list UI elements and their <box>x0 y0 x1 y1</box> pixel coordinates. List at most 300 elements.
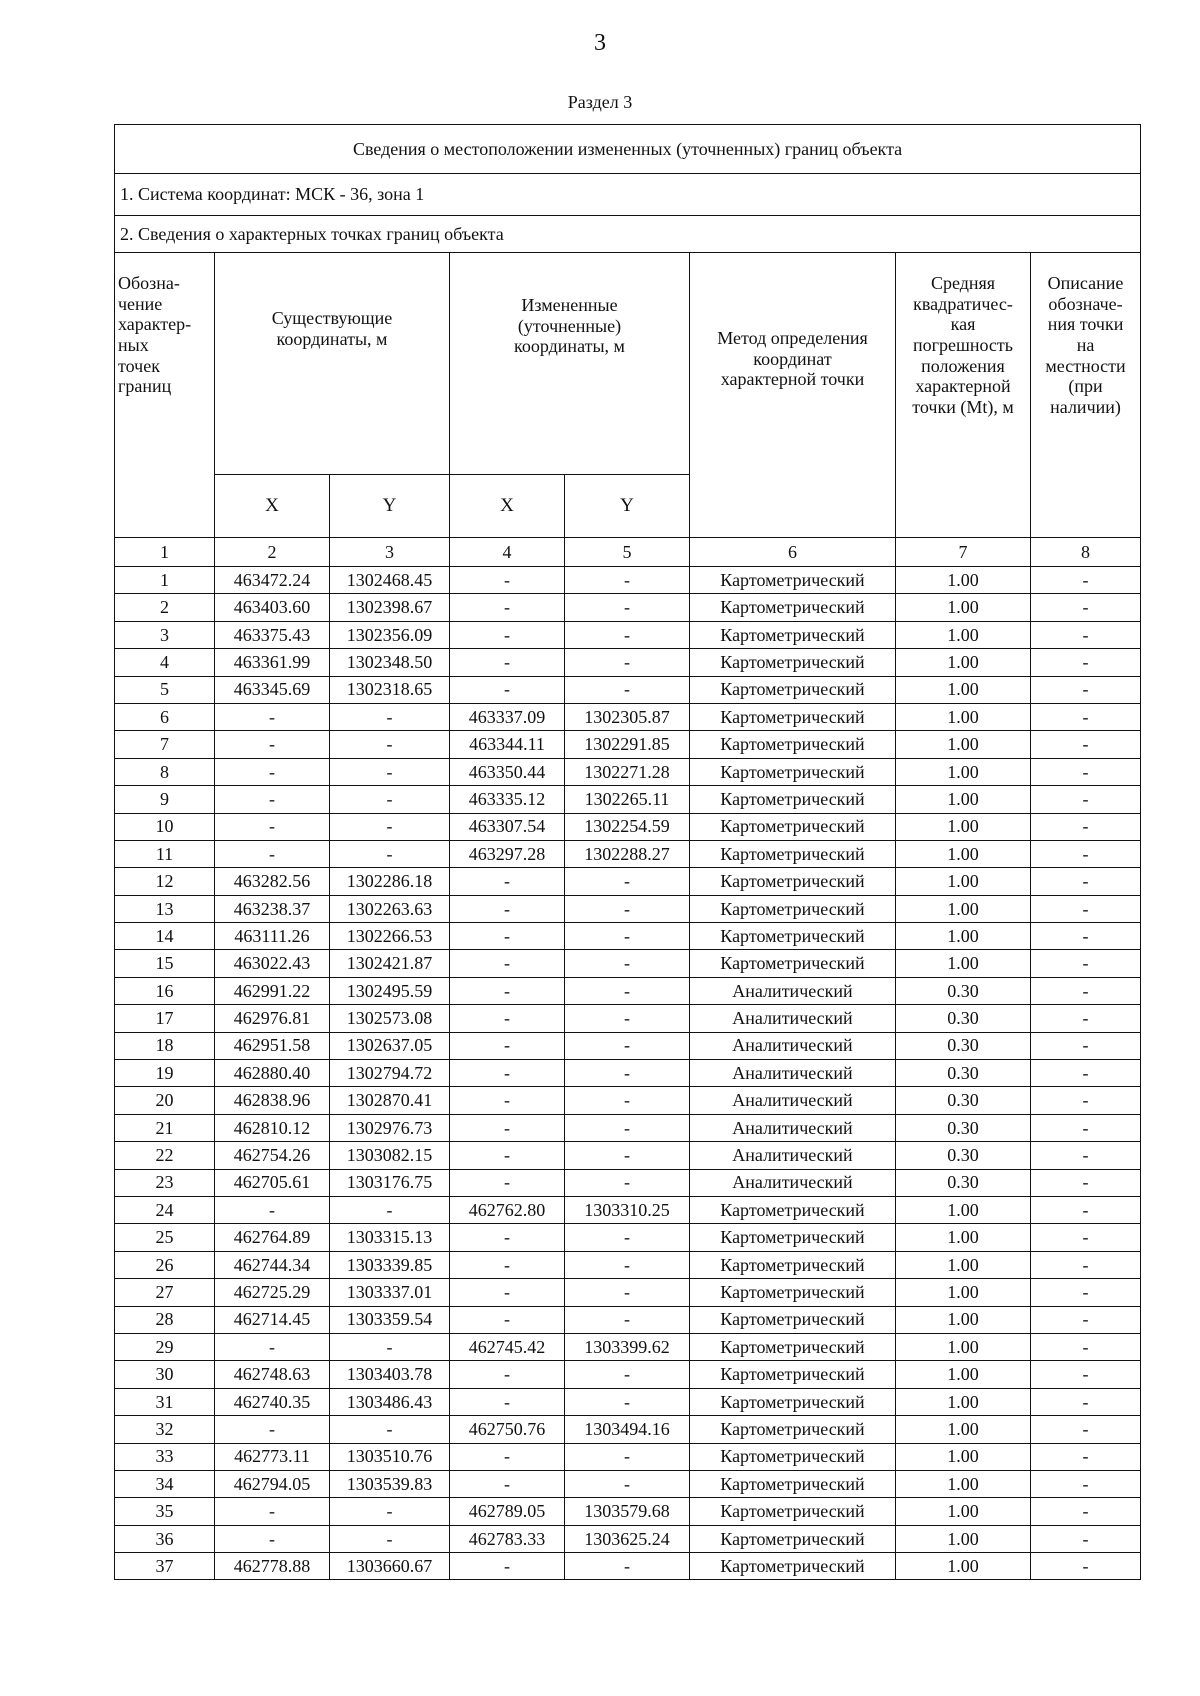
method-cell: Аналитический <box>690 1060 896 1087</box>
description-cell: - <box>1031 1498 1141 1525</box>
changed-y-cell: 1303399.62 <box>565 1333 690 1360</box>
table-row <box>115 923 1141 950</box>
point-number-cell: 2 <box>115 594 215 621</box>
changed-x-cell: - <box>450 977 565 1004</box>
table-row <box>115 703 1141 730</box>
method-cell: Картометрический <box>690 676 896 703</box>
mean-error-cell: 0.30 <box>896 977 1031 1004</box>
changed-y-cell: - <box>565 1361 690 1388</box>
existing-y-cell: 1303339.85 <box>330 1251 450 1278</box>
table-row <box>115 840 1141 867</box>
existing-x-cell: 463472.24 <box>215 567 330 594</box>
points-caption: 2. Сведения о характерных точках границ объекта <box>115 216 1141 253</box>
changed-y-cell: - <box>565 1470 690 1497</box>
changed-y-cell: - <box>565 1388 690 1415</box>
method-cell: Картометрический <box>690 1306 896 1333</box>
existing-x-cell: 463111.26 <box>215 923 330 950</box>
mean-error-cell: 1.00 <box>896 1333 1031 1360</box>
mean-error-cell: 0.30 <box>896 1114 1031 1141</box>
description-cell: - <box>1031 895 1141 922</box>
changed-y-cell: - <box>565 1060 690 1087</box>
changed-y-cell: 1303579.68 <box>565 1498 690 1525</box>
table-row <box>115 786 1141 813</box>
changed-x-cell: - <box>450 621 565 648</box>
point-number-cell: 23 <box>115 1169 215 1196</box>
method-cell: Картометрический <box>690 868 896 895</box>
changed-x-cell: - <box>450 1470 565 1497</box>
changed-x-cell: 463297.28 <box>450 840 565 867</box>
point-number-cell: 29 <box>115 1333 215 1360</box>
existing-y-cell: - <box>330 1416 450 1443</box>
existing-y-cell: - <box>330 813 450 840</box>
existing-x-cell: 463375.43 <box>215 621 330 648</box>
point-number-cell: 5 <box>115 676 215 703</box>
method-cell: Картометрический <box>690 1525 896 1552</box>
description-cell: - <box>1031 1169 1141 1196</box>
changed-y-cell: - <box>565 649 690 676</box>
point-number-cell: 36 <box>115 1525 215 1552</box>
existing-y-cell: 1302421.87 <box>330 950 450 977</box>
changed-y-cell: 1302288.27 <box>565 840 690 867</box>
changed-x-cell: - <box>450 1361 565 1388</box>
method-cell: Картометрический <box>690 1443 896 1470</box>
mean-error-cell: 0.30 <box>896 1087 1031 1114</box>
changed-x-cell: - <box>450 567 565 594</box>
existing-x-cell: - <box>215 1525 330 1552</box>
point-number-cell: 26 <box>115 1251 215 1278</box>
table-row <box>115 1306 1141 1333</box>
description-cell: - <box>1031 758 1141 785</box>
existing-y-cell: 1302495.59 <box>330 977 450 1004</box>
changed-x-cell: - <box>450 1005 565 1032</box>
description-cell: - <box>1031 621 1141 648</box>
changed-y-cell: 1302271.28 <box>565 758 690 785</box>
method-cell: Картометрический <box>690 621 896 648</box>
existing-x-cell: 462764.89 <box>215 1224 330 1251</box>
changed-y-cell: - <box>565 1169 690 1196</box>
method-cell: Аналитический <box>690 1114 896 1141</box>
changed-x-cell: - <box>450 676 565 703</box>
changed-x-cell: 463344.11 <box>450 731 565 758</box>
mean-error-cell: 1.00 <box>896 567 1031 594</box>
existing-x-cell: - <box>215 786 330 813</box>
changed-x-cell: - <box>450 1087 565 1114</box>
description-cell: - <box>1031 786 1141 813</box>
changed-x-cell: - <box>450 1169 565 1196</box>
existing-y-cell: 1303337.01 <box>330 1279 450 1306</box>
table-row <box>115 1060 1141 1087</box>
mean-error-cell: 1.00 <box>896 1553 1031 1580</box>
existing-y-cell: 1303359.54 <box>330 1306 450 1333</box>
existing-x-cell: - <box>215 1196 330 1223</box>
mean-error-cell: 1.00 <box>896 895 1031 922</box>
description-cell: - <box>1031 1525 1141 1552</box>
changed-x-cell: 462789.05 <box>450 1498 565 1525</box>
column-number: 8 <box>1031 538 1141 567</box>
point-number-cell: 14 <box>115 923 215 950</box>
table-row <box>115 977 1141 1004</box>
point-number-cell: 15 <box>115 950 215 977</box>
method-cell: Картометрический <box>690 1388 896 1415</box>
changed-x-cell: - <box>450 923 565 950</box>
changed-y-cell: 1303310.25 <box>565 1196 690 1223</box>
method-cell: Аналитический <box>690 977 896 1004</box>
table-row <box>115 649 1141 676</box>
description-cell: - <box>1031 1333 1141 1360</box>
mean-error-cell: 1.00 <box>896 840 1031 867</box>
changed-y-cell: 1303494.16 <box>565 1416 690 1443</box>
description-cell: - <box>1031 1114 1141 1141</box>
mean-error-cell: 1.00 <box>896 923 1031 950</box>
header-changed-x: X <box>450 475 565 538</box>
description-cell: - <box>1031 1416 1141 1443</box>
mean-error-cell: 0.30 <box>896 1060 1031 1087</box>
point-number-cell: 33 <box>115 1443 215 1470</box>
mean-error-cell: 1.00 <box>896 813 1031 840</box>
changed-y-cell: - <box>565 1306 690 1333</box>
existing-x-cell: - <box>215 703 330 730</box>
section-label: Раздел 3 <box>567 92 633 112</box>
description-cell: - <box>1031 1251 1141 1278</box>
point-number-cell: 9 <box>115 786 215 813</box>
existing-y-cell: - <box>330 731 450 758</box>
mean-error-cell: 1.00 <box>896 758 1031 785</box>
method-cell: Картометрический <box>690 703 896 730</box>
existing-y-cell: 1302870.41 <box>330 1087 450 1114</box>
mean-error-cell: 1.00 <box>896 676 1031 703</box>
header-mean-error: Средняя квадратичес- кая погрешность положения характерной точки (Mt), м <box>896 253 1031 538</box>
method-cell: Картометрический <box>690 923 896 950</box>
table-title: Сведения о местоположении измененных (уточненных) границ объекта <box>115 125 1141 174</box>
existing-y-cell: 1302573.08 <box>330 1005 450 1032</box>
mean-error-cell: 1.00 <box>896 1279 1031 1306</box>
column-number: 5 <box>565 538 690 567</box>
changed-x-cell: - <box>450 1388 565 1415</box>
table-row <box>115 731 1141 758</box>
existing-y-cell: - <box>330 1498 450 1525</box>
description-cell: - <box>1031 813 1141 840</box>
mean-error-cell: 1.00 <box>896 621 1031 648</box>
changed-x-cell: 462745.42 <box>450 1333 565 1360</box>
changed-x-cell: - <box>450 1553 565 1580</box>
table-row <box>115 1087 1141 1114</box>
changed-y-cell: - <box>565 895 690 922</box>
existing-y-cell: - <box>330 758 450 785</box>
mean-error-cell: 1.00 <box>896 731 1031 758</box>
existing-x-cell: 462773.11 <box>215 1443 330 1470</box>
table-row <box>115 621 1141 648</box>
point-number-cell: 24 <box>115 1196 215 1223</box>
changed-y-cell: 1302305.87 <box>565 703 690 730</box>
point-number-cell: 21 <box>115 1114 215 1141</box>
description-cell: - <box>1031 1224 1141 1251</box>
existing-x-cell: 462951.58 <box>215 1032 330 1059</box>
changed-y-cell: 1303625.24 <box>565 1525 690 1552</box>
method-cell: Картометрический <box>690 1224 896 1251</box>
changed-y-cell: - <box>565 1279 690 1306</box>
existing-x-cell: 462991.22 <box>215 977 330 1004</box>
method-cell: Картометрический <box>690 1553 896 1580</box>
table-row <box>115 758 1141 785</box>
changed-x-cell: - <box>450 1060 565 1087</box>
existing-x-cell: 462976.81 <box>215 1005 330 1032</box>
table-row <box>115 1169 1141 1196</box>
existing-x-cell: - <box>215 731 330 758</box>
mean-error-cell: 1.00 <box>896 868 1031 895</box>
description-cell: - <box>1031 1060 1141 1087</box>
table-row <box>115 1114 1141 1141</box>
point-number-cell: 22 <box>115 1142 215 1169</box>
existing-x-cell: 463022.43 <box>215 950 330 977</box>
existing-y-cell: 1302348.50 <box>330 649 450 676</box>
method-cell: Картометрический <box>690 1498 896 1525</box>
changed-x-cell: 463307.54 <box>450 813 565 840</box>
changed-y-cell: - <box>565 1032 690 1059</box>
existing-x-cell: - <box>215 1333 330 1360</box>
existing-y-cell: 1302286.18 <box>330 868 450 895</box>
point-number-cell: 7 <box>115 731 215 758</box>
table-row <box>115 1251 1141 1278</box>
changed-y-cell: - <box>565 923 690 950</box>
mean-error-cell: 1.00 <box>896 1361 1031 1388</box>
changed-y-cell: - <box>565 676 690 703</box>
existing-x-cell: - <box>215 758 330 785</box>
table-row <box>115 1470 1141 1497</box>
column-number: 3 <box>330 538 450 567</box>
existing-y-cell: - <box>330 703 450 730</box>
existing-y-cell: 1303403.78 <box>330 1361 450 1388</box>
point-number-cell: 30 <box>115 1361 215 1388</box>
description-cell: - <box>1031 1279 1141 1306</box>
page-number: 3 <box>594 30 606 56</box>
changed-y-cell: - <box>565 1142 690 1169</box>
existing-y-cell: 1303539.83 <box>330 1470 450 1497</box>
existing-y-cell: - <box>330 1333 450 1360</box>
existing-y-cell: 1303486.43 <box>330 1388 450 1415</box>
point-number-cell: 8 <box>115 758 215 785</box>
header-existing-y: Y <box>330 475 450 538</box>
table-row <box>115 1388 1141 1415</box>
mean-error-cell: 1.00 <box>896 1470 1031 1497</box>
coordinate-system: 1. Система координат: МСК - 36, зона 1 <box>115 174 1141 216</box>
table-row <box>115 1142 1141 1169</box>
existing-x-cell: 462810.12 <box>215 1114 330 1141</box>
description-cell: - <box>1031 703 1141 730</box>
description-cell: - <box>1031 1005 1141 1032</box>
table-row <box>115 594 1141 621</box>
existing-x-cell: 463238.37 <box>215 895 330 922</box>
method-cell: Картометрический <box>690 1470 896 1497</box>
method-cell: Картометрический <box>690 731 896 758</box>
header-existing-x: X <box>215 475 330 538</box>
point-number-cell: 27 <box>115 1279 215 1306</box>
existing-x-cell: 462754.26 <box>215 1142 330 1169</box>
existing-x-cell: 462740.35 <box>215 1388 330 1415</box>
table-row <box>115 868 1141 895</box>
changed-x-cell: - <box>450 1251 565 1278</box>
point-number-cell: 1 <box>115 567 215 594</box>
existing-y-cell: 1303315.13 <box>330 1224 450 1251</box>
method-cell: Аналитический <box>690 1169 896 1196</box>
changed-x-cell: - <box>450 950 565 977</box>
mean-error-cell: 1.00 <box>896 1443 1031 1470</box>
description-cell: - <box>1031 1306 1141 1333</box>
point-number-cell: 17 <box>115 1005 215 1032</box>
changed-x-cell: - <box>450 895 565 922</box>
header-method: Метод определения координат характерной точки <box>690 253 896 538</box>
existing-x-cell: 463345.69 <box>215 676 330 703</box>
existing-x-cell: 462880.40 <box>215 1060 330 1087</box>
changed-y-cell: - <box>565 1087 690 1114</box>
changed-y-cell: 1302291.85 <box>565 731 690 758</box>
changed-y-cell: 1302265.11 <box>565 786 690 813</box>
mean-error-cell: 0.30 <box>896 1005 1031 1032</box>
changed-y-cell: - <box>565 977 690 1004</box>
existing-x-cell: 462838.96 <box>215 1087 330 1114</box>
point-number-cell: 10 <box>115 813 215 840</box>
existing-y-cell: 1302794.72 <box>330 1060 450 1087</box>
description-cell: - <box>1031 594 1141 621</box>
description-cell: - <box>1031 1142 1141 1169</box>
table-row <box>115 1416 1141 1443</box>
table-row <box>115 813 1141 840</box>
changed-x-cell: - <box>450 1032 565 1059</box>
point-number-cell: 4 <box>115 649 215 676</box>
header-description: Описание обозначе- ния точки на местности (при наличии) <box>1031 253 1141 538</box>
description-cell: - <box>1031 1470 1141 1497</box>
mean-error-cell: 1.00 <box>896 1306 1031 1333</box>
existing-x-cell: 462748.63 <box>215 1361 330 1388</box>
description-cell: - <box>1031 731 1141 758</box>
mean-error-cell: 0.30 <box>896 1032 1031 1059</box>
changed-y-cell: - <box>565 868 690 895</box>
existing-x-cell: 463403.60 <box>215 594 330 621</box>
existing-x-cell: - <box>215 840 330 867</box>
point-number-cell: 35 <box>115 1498 215 1525</box>
existing-y-cell: 1302263.63 <box>330 895 450 922</box>
column-number: 4 <box>450 538 565 567</box>
changed-x-cell: - <box>450 594 565 621</box>
table-row <box>115 1553 1141 1580</box>
table-row <box>115 1333 1141 1360</box>
existing-y-cell: 1302266.53 <box>330 923 450 950</box>
changed-y-cell: - <box>565 621 690 648</box>
table-row <box>115 676 1141 703</box>
method-cell: Картометрический <box>690 950 896 977</box>
changed-x-cell: 463350.44 <box>450 758 565 785</box>
method-cell: Картометрический <box>690 895 896 922</box>
existing-y-cell: 1302468.45 <box>330 567 450 594</box>
table-row <box>115 567 1141 594</box>
point-number-cell: 28 <box>115 1306 215 1333</box>
mean-error-cell: 1.00 <box>896 786 1031 813</box>
mean-error-cell: 1.00 <box>896 1224 1031 1251</box>
description-cell: - <box>1031 950 1141 977</box>
mean-error-cell: 1.00 <box>896 1498 1031 1525</box>
existing-x-cell: 462744.34 <box>215 1251 330 1278</box>
method-cell: Картометрический <box>690 594 896 621</box>
table-row <box>115 950 1141 977</box>
changed-x-cell: 462762.80 <box>450 1196 565 1223</box>
existing-y-cell: 1302318.65 <box>330 676 450 703</box>
column-number: 2 <box>215 538 330 567</box>
table-row <box>115 1224 1141 1251</box>
table-row <box>115 1032 1141 1059</box>
existing-y-cell: 1302976.73 <box>330 1114 450 1141</box>
mean-error-cell: 1.00 <box>896 1251 1031 1278</box>
mean-error-cell: 1.00 <box>896 1388 1031 1415</box>
description-cell: - <box>1031 977 1141 1004</box>
column-number: 6 <box>690 538 896 567</box>
description-cell: - <box>1031 1032 1141 1059</box>
existing-y-cell: - <box>330 786 450 813</box>
method-cell: Аналитический <box>690 1087 896 1114</box>
method-cell: Картометрический <box>690 1333 896 1360</box>
existing-y-cell: 1303660.67 <box>330 1553 450 1580</box>
point-number-cell: 31 <box>115 1388 215 1415</box>
existing-x-cell: - <box>215 813 330 840</box>
existing-y-cell: - <box>330 840 450 867</box>
table-row <box>115 895 1141 922</box>
existing-x-cell: 462778.88 <box>215 1553 330 1580</box>
mean-error-cell: 1.00 <box>896 703 1031 730</box>
mean-error-cell: 1.00 <box>896 649 1031 676</box>
description-cell: - <box>1031 1443 1141 1470</box>
table-row <box>115 1443 1141 1470</box>
method-cell: Картометрический <box>690 1361 896 1388</box>
changed-x-cell: - <box>450 1142 565 1169</box>
table-row <box>115 1498 1141 1525</box>
description-cell: - <box>1031 1087 1141 1114</box>
mean-error-cell: 1.00 <box>896 1525 1031 1552</box>
existing-y-cell: 1303176.75 <box>330 1169 450 1196</box>
method-cell: Картометрический <box>690 1196 896 1223</box>
changed-x-cell: 462750.76 <box>450 1416 565 1443</box>
existing-x-cell: - <box>215 1498 330 1525</box>
boundary-points-table <box>114 124 1141 1580</box>
header-changed-y: Y <box>565 475 690 538</box>
existing-x-cell: 462794.05 <box>215 1470 330 1497</box>
point-number-cell: 20 <box>115 1087 215 1114</box>
existing-x-cell: 463282.56 <box>215 868 330 895</box>
changed-y-cell: - <box>565 1553 690 1580</box>
changed-x-cell: - <box>450 1306 565 1333</box>
description-cell: - <box>1031 840 1141 867</box>
point-number-cell: 11 <box>115 840 215 867</box>
header-changed-coords: Измененные (уточненные) координаты, м <box>450 253 690 475</box>
changed-y-cell: 1302254.59 <box>565 813 690 840</box>
mean-error-cell: 0.30 <box>896 1169 1031 1196</box>
changed-y-cell: - <box>565 567 690 594</box>
mean-error-cell: 1.00 <box>896 1196 1031 1223</box>
method-cell: Картометрический <box>690 1416 896 1443</box>
description-cell: - <box>1031 676 1141 703</box>
table-row <box>115 1361 1141 1388</box>
header-point-designation: Обозна- чение характер- ных точек границ <box>115 253 215 538</box>
column-number-row <box>115 538 1141 567</box>
method-cell: Картометрический <box>690 840 896 867</box>
description-cell: - <box>1031 567 1141 594</box>
changed-x-cell: - <box>450 1279 565 1306</box>
existing-x-cell: - <box>215 1416 330 1443</box>
method-cell: Картометрический <box>690 758 896 785</box>
description-cell: - <box>1031 868 1141 895</box>
description-cell: - <box>1031 1196 1141 1223</box>
method-cell: Аналитический <box>690 1032 896 1059</box>
existing-y-cell: 1302356.09 <box>330 621 450 648</box>
changed-x-cell: 463335.12 <box>450 786 565 813</box>
existing-y-cell: 1302637.05 <box>330 1032 450 1059</box>
